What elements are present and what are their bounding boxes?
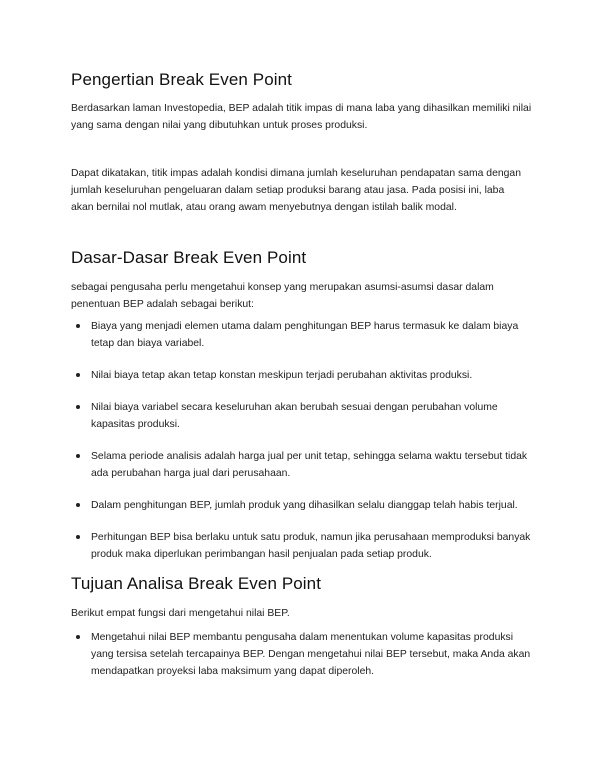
- paragraph: sebagai pengusaha perlu mengetahui konsep yang merupakan asumsi-asumsi dasar dalam penentuan BEP adalah sebagai berikut:: [71, 282, 494, 310]
- list-item: Selama periode analisis adalah harga jual per unit tetap, sehingga selama waktu tersebut tidak ada perubahan harga jual dari perusahaan.: [71, 448, 531, 482]
- list-item: Perhitungan BEP bisa berlaku untuk satu produk, namun jika perusahaan memproduksi banyak produk maka diperlukan perimbangan hasil penjualan pada setiap produk.: [71, 529, 531, 563]
- bullet-list: [71, 318, 531, 578]
- list-item: Mengetahui nilai BEP membantu pengusaha dalam menentukan volume kapasitas produksi yang tersisa setelah tercapainya BEP. Dengan mengetahui nilai BEP tersebut, maka Anda akan mendapatkan proyeksi laba maksimum yang dapat diperoleh.: [71, 629, 531, 680]
- section-title-pengertian: Pengertian Break Even Point: [71, 70, 293, 89]
- list-item: Nilai biaya tetap akan tetap konstan meskipun terjadi perubahan aktivitas produksi.: [71, 367, 531, 384]
- section-title-dasar-dasar: Dasar-Dasar Break Even Point: [71, 248, 307, 267]
- list-item: Biaya yang menjadi elemen utama dalam penghitungan BEP harus termasuk ke dalam biaya tetap dan biaya variabel.: [71, 318, 531, 352]
- list-item: Nilai biaya variabel secara keseluruhan akan berubah sesuai dengan perubahan volume kapasitas produksi.: [71, 399, 531, 433]
- section-title-tujuan: Tujuan Analisa Break Even Point: [71, 574, 322, 593]
- paragraph: Dapat dikatakan, titik impas adalah kondisi dimana jumlah keseluruhan pendapatan sama dengan jumlah keseluruhan pengeluaran dalam setiap produksi barang atau jasa. Pada posisi ini, laba akan bernilai nol mutlak, atau orang awam menyebutnya dengan istilah balik modal.: [71, 168, 521, 213]
- paragraph: Berdasarkan laman Investopedia, BEP adalah titik impas di mana laba yang dihasilkan memiliki nilai yang sama dengan nilai yang dibutuhkan untuk proses produksi.: [71, 103, 532, 131]
- paragraph: Berikut empat fungsi dari mengetahui nilai BEP.: [71, 608, 290, 619]
- bullet-list: [71, 629, 531, 680]
- list-item: Dalam penghitungan BEP, jumlah produk yang dihasilkan selalu dianggap telah habis terjual.: [71, 497, 531, 514]
